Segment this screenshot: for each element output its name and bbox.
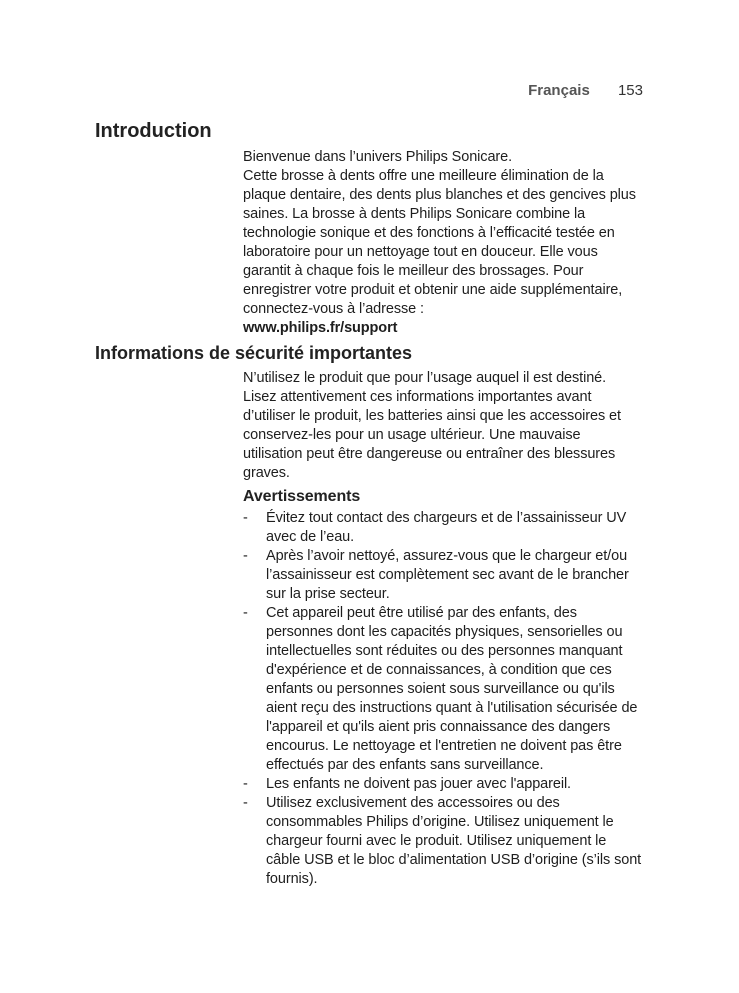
- bullet-dash: -: [243, 548, 248, 564]
- warning-item: [243, 794, 643, 889]
- intro-welcome: Bienvenue dans l’univers Philips Sonicare.: [243, 149, 513, 165]
- bullet-dash: -: [243, 605, 248, 621]
- intro-section: [243, 148, 643, 338]
- intro-heading: Introduction: [95, 120, 212, 142]
- warning-text: Les enfants ne doivent pas jouer avec l'appareil.: [266, 776, 571, 792]
- warnings-list: [243, 509, 643, 889]
- bullet-dash: -: [243, 795, 248, 811]
- intro-body: Cette brosse à dents offre une meilleure élimination de la plaque dentaire, des dents plus blanches et des gencives plus saines. La brosse à dents Philips Sonicare combine la technologie sonique et des fonctions à l’efficacité testée en laboratoire pour un nettoyage tout en douceur. Elle vous garantit à chaque fois le meilleur des brossages. Pour enregistrer votre produit et obtenir une aide supplémentaire, connectez-vous à l’adresse :: [243, 168, 636, 317]
- page-header: [528, 82, 643, 99]
- warning-text: Après l’avoir nettoyé, assurez-vous que le chargeur et/ou l’assainisseur est complètement sec avant de le brancher sur la prise secteur.: [266, 548, 629, 602]
- warning-text: Cet appareil peut être utilisé par des enfants, des personnes dont les capacités physiques, sensorielles ou intellectuelles sont réduites ou des personnes manquant d'expérience et de connaissances, à condition que ces enfants ou personnes soient sous surveillance ou qu'ils aient reçu des instructions quant à l'utilisation sécurisée de l'appareil et qu'ils aient pris connaissance des dangers encourus. Le nettoyage et l'entretien ne doivent pas être effectués par des enfants sans surveillance.: [266, 605, 638, 773]
- warning-item: [243, 775, 643, 794]
- warnings-heading: Avertissements: [243, 488, 361, 505]
- support-url: www.philips.fr/support: [243, 320, 398, 336]
- warning-item: [243, 604, 643, 775]
- page-number: 153: [617, 82, 643, 99]
- bullet-dash: -: [243, 510, 248, 526]
- warning-item: [243, 547, 643, 604]
- bullet-dash: -: [243, 776, 248, 792]
- safety-section: [243, 369, 643, 889]
- safety-body: N’utilisez le produit que pour l’usage auquel il est destiné. Lisez attentivement ces informations importantes avant d’utiliser le produit, les batteries ainsi que les accessoires et conservez-les pour un usage ultérieur. Une mauvaise utilisation peut être dangereuse ou entraîner des blessures graves.: [243, 370, 621, 481]
- language-label: Français: [528, 82, 590, 99]
- warning-text: Utilisez exclusivement des accessoires ou des consommables Philips d’origine. Utilisez uniquement le chargeur fourni avec le produit. Utilisez uniquement le câble USB et le bloc d’alimentation USB d’origine (s’ils sont fournis).: [266, 795, 642, 887]
- warning-item: [243, 509, 643, 547]
- warning-text: Évitez tout contact des chargeurs et de l’assainisseur UV avec de l’eau.: [266, 510, 627, 545]
- safety-heading: Informations de sécurité importantes: [95, 343, 413, 363]
